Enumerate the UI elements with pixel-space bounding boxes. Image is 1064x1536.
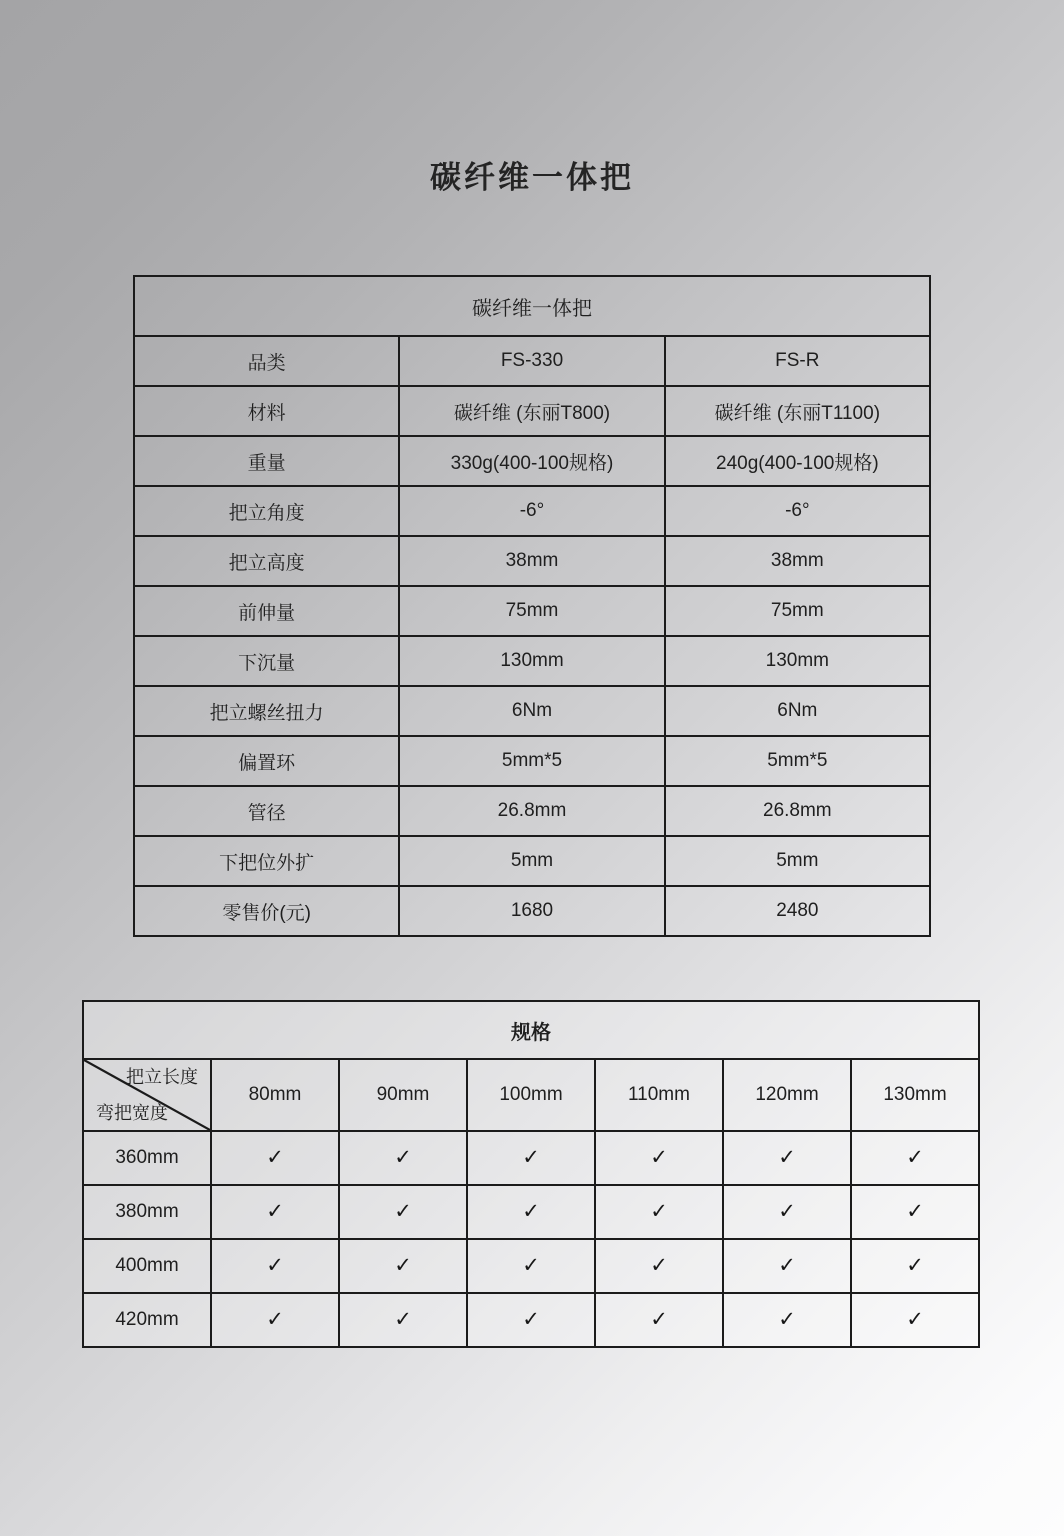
table-row: [134, 836, 930, 886]
table-row: [134, 686, 930, 736]
availability-cell: [339, 1293, 467, 1347]
page-title: 碳纤维一体把: [430, 160, 634, 195]
row-header: 360mm: [83, 1131, 211, 1185]
size-table-title: 规格: [83, 1001, 979, 1059]
spec-row-label: 把立螺丝扭力: [134, 686, 399, 736]
spec-row-value-fs330: 26.8mm: [399, 786, 664, 836]
availability-cell: [211, 1293, 339, 1347]
availability-cell: [723, 1185, 851, 1239]
check-icon: ✓: [522, 1199, 540, 1223]
axis-label-row: 弯把宽度: [96, 1103, 168, 1123]
size-table-header-row: [83, 1059, 979, 1131]
check-icon: ✓: [266, 1253, 284, 1277]
table-row: [134, 636, 930, 686]
check-icon: ✓: [778, 1307, 796, 1331]
spec-row-value-fs330: 75mm: [399, 586, 664, 636]
size-matrix-table: [82, 1000, 980, 1348]
check-icon: ✓: [522, 1253, 540, 1277]
check-icon: ✓: [394, 1199, 412, 1223]
spec-row-value-fs330: 38mm: [399, 536, 664, 586]
availability-cell: [211, 1185, 339, 1239]
availability-cell: [467, 1239, 595, 1293]
spec-row-label: 管径: [134, 786, 399, 836]
spec-row-value-fsr: 26.8mm: [665, 786, 930, 836]
table-row: [134, 436, 930, 486]
spec-row-value-fs330: 6Nm: [399, 686, 664, 736]
spec-row-value-fsr: FS-R: [665, 336, 930, 386]
check-icon: ✓: [266, 1307, 284, 1331]
availability-cell: [595, 1131, 723, 1185]
spec-row-value-fsr: 6Nm: [665, 686, 930, 736]
spec-row-label: 材料: [134, 386, 399, 436]
spec-table-body: [134, 276, 930, 936]
check-icon: ✓: [522, 1307, 540, 1331]
table-row: [134, 786, 930, 836]
availability-cell: [595, 1293, 723, 1347]
table-row: [83, 1293, 979, 1347]
table-row: [83, 1239, 979, 1293]
axis-label-column: 把立长度: [126, 1067, 198, 1087]
spec-row-value-fsr: 5mm*5: [665, 736, 930, 786]
spec-row-value-fs330: 130mm: [399, 636, 664, 686]
check-icon: ✓: [650, 1199, 668, 1223]
column-header: 90mm: [339, 1059, 467, 1131]
check-icon: ✓: [650, 1145, 668, 1169]
availability-cell: [211, 1239, 339, 1293]
size-table-title-row: [83, 1001, 979, 1059]
row-header: 420mm: [83, 1293, 211, 1347]
spec-row-value-fs330: -6°: [399, 486, 664, 536]
table-row: [134, 586, 930, 636]
check-icon: ✓: [778, 1145, 796, 1169]
table-row: [134, 886, 930, 936]
spec-row-value-fs330: 5mm*5: [399, 736, 664, 786]
spec-row-label: 偏置环: [134, 736, 399, 786]
availability-cell: [851, 1185, 979, 1239]
spec-row-label: 把立高度: [134, 536, 399, 586]
check-icon: ✓: [906, 1253, 924, 1277]
availability-cell: [723, 1131, 851, 1185]
availability-cell: [851, 1239, 979, 1293]
size-matrix-body: [83, 1001, 979, 1347]
spec-row-value-fsr: 2480: [665, 886, 930, 936]
availability-cell: [467, 1185, 595, 1239]
availability-cell: [723, 1293, 851, 1347]
row-header: 380mm: [83, 1185, 211, 1239]
check-icon: ✓: [778, 1199, 796, 1223]
check-icon: ✓: [906, 1145, 924, 1169]
check-icon: ✓: [266, 1145, 284, 1169]
column-header: 110mm: [595, 1059, 723, 1131]
spec-row-label: 品类: [134, 336, 399, 386]
spec-row-value-fsr: 75mm: [665, 586, 930, 636]
spec-row-value-fs330: 1680: [399, 886, 664, 936]
column-header: 100mm: [467, 1059, 595, 1131]
table-row: [134, 736, 930, 786]
check-icon: ✓: [778, 1253, 796, 1277]
row-header: 400mm: [83, 1239, 211, 1293]
spec-row-label: 零售价(元): [134, 886, 399, 936]
table-row: [134, 536, 930, 586]
availability-cell: [339, 1185, 467, 1239]
availability-cell: [339, 1131, 467, 1185]
table-row: [83, 1131, 979, 1185]
availability-cell: [211, 1131, 339, 1185]
spec-row-value-fs330: FS-330: [399, 336, 664, 386]
availability-cell: [595, 1239, 723, 1293]
spec-table: [133, 275, 931, 937]
availability-cell: [467, 1131, 595, 1185]
check-icon: ✓: [394, 1145, 412, 1169]
spec-row-value-fsr: 240g(400-100规格): [665, 436, 930, 486]
column-header: 80mm: [211, 1059, 339, 1131]
spec-row-value-fs330: 330g(400-100规格): [399, 436, 664, 486]
spec-row-value-fs330: 5mm: [399, 836, 664, 886]
spec-row-value-fsr: 130mm: [665, 636, 930, 686]
spec-table-title: 碳纤维一体把: [134, 276, 930, 336]
spec-row-label: 前伸量: [134, 586, 399, 636]
spec-row-label: 把立角度: [134, 486, 399, 536]
availability-cell: [851, 1131, 979, 1185]
table-row: [134, 386, 930, 436]
axis-corner-cell: [83, 1059, 211, 1131]
check-icon: ✓: [522, 1145, 540, 1169]
availability-cell: [339, 1239, 467, 1293]
table-row: [134, 486, 930, 536]
column-header: 120mm: [723, 1059, 851, 1131]
column-header: 130mm: [851, 1059, 979, 1131]
availability-cell: [467, 1293, 595, 1347]
spec-table-title-row: [134, 276, 930, 336]
check-icon: ✓: [906, 1307, 924, 1331]
spec-row-value-fsr: 碳纤维 (东丽T1100): [665, 386, 930, 436]
availability-cell: [723, 1239, 851, 1293]
check-icon: ✓: [266, 1199, 284, 1223]
spec-row-value-fs330: 碳纤维 (东丽T800): [399, 386, 664, 436]
spec-row-label: 下沉量: [134, 636, 399, 686]
check-icon: ✓: [394, 1307, 412, 1331]
check-icon: ✓: [906, 1199, 924, 1223]
availability-cell: [851, 1293, 979, 1347]
table-row: [134, 336, 930, 386]
spec-row-value-fsr: -6°: [665, 486, 930, 536]
check-icon: ✓: [650, 1253, 668, 1277]
spec-row-value-fsr: 38mm: [665, 536, 930, 586]
check-icon: ✓: [650, 1307, 668, 1331]
availability-cell: [595, 1185, 723, 1239]
check-icon: ✓: [394, 1253, 412, 1277]
spec-row-label: 重量: [134, 436, 399, 486]
table-row: [83, 1185, 979, 1239]
spec-row-value-fsr: 5mm: [665, 836, 930, 886]
spec-row-label: 下把位外扩: [134, 836, 399, 886]
